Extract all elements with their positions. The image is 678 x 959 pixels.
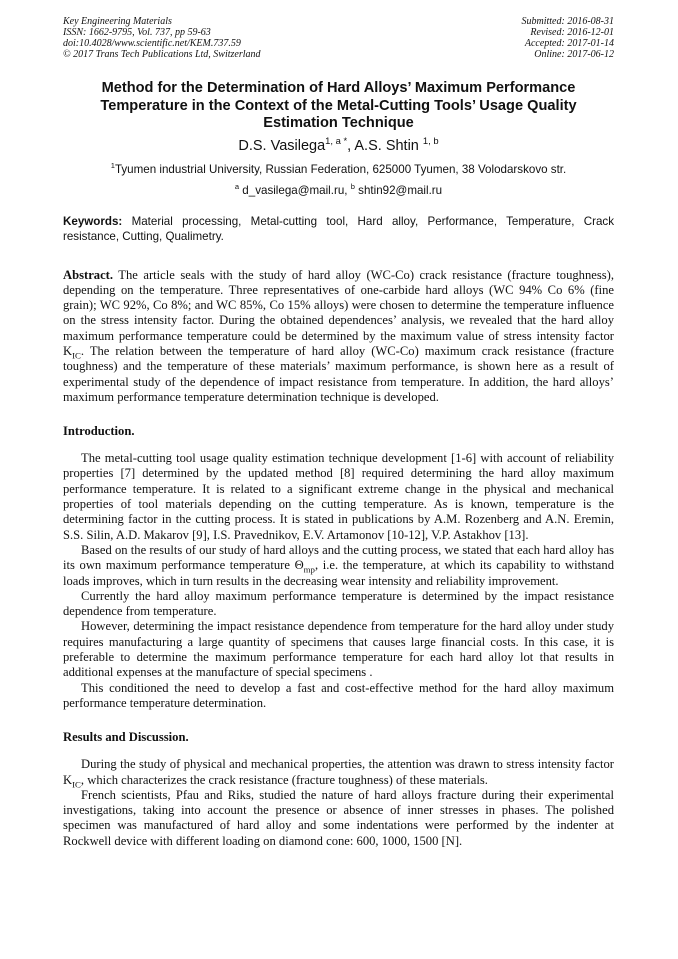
author-1-sup: 1, a * [325, 134, 348, 146]
email-a: d_vasilega@mail.ru, [239, 183, 351, 197]
introduction-heading: Introduction. [63, 424, 135, 439]
author-2-name: A.S. Shtin [354, 137, 423, 154]
results-heading: Results and Discussion. [63, 730, 189, 745]
online-date: Online: 2017-06-12 [534, 49, 614, 60]
intro-p2-b: , i.e. the temperature, at which its capability to withstand loads improves, which in turn results in the decreasing wear intensity and reliability improvement. [63, 558, 614, 588]
keywords [63, 214, 614, 245]
intro-paragraph-5: This conditioned the need to develop a fast and cost-effective method for the hard alloy maximum performance temperature determination. [63, 680, 614, 710]
keywords-label: Keywords: [63, 214, 123, 228]
author-1-name: D.S. Vasilega [238, 137, 326, 154]
abstract [63, 268, 614, 406]
abstract-sub: IC [72, 350, 81, 361]
affiliation-text: Tyumen industrial University, Russian Federation, 625000 Tyumen, 38 Volodarskovo str. [114, 162, 567, 176]
paper-title: Method for the Determination of Hard Alloys’ Maximum Performance Temperature in the Context of the Metal-Cutting Tools’ Usage Quality Estimation Technique [100, 80, 577, 131]
introduction-body [63, 451, 614, 711]
running-header [63, 16, 614, 60]
dates-info [522, 16, 615, 60]
affiliation [63, 162, 614, 177]
copyright: © 2017 Trans Tech Publications Ltd, Switzerland [63, 49, 261, 60]
intro-paragraph-2 [63, 543, 614, 589]
issn: ISSN: 1662-9795, Vol. 737, pp 59-63 [63, 27, 211, 38]
results-p1-b: , which characterizes the crack resistance (fracture toughness) of these materials. [80, 772, 488, 787]
results-body [63, 757, 614, 849]
results-p1-a: During the study of physical and mechanical properties, the attention was drawn to stress intensity factor K [63, 757, 614, 787]
submitted-date: Submitted: 2016-08-31 [521, 16, 614, 27]
abstract-text-2: . The relation between the temperature of hard alloy (WC-Co) maximum crack resistance (fracture toughness) and the temperature of these materials’ maximum performance, is shown here as a result of experimental study of the dependence of impact resistance from temperature. In addition, the hard alloys’ maximum performance temperature determination technique is developed. [63, 343, 614, 404]
intro-paragraph-3: Currently the hard alloy maximum performance temperature is determined by the impact resistance dependence from temperature. [63, 588, 614, 619]
results-p1-sub: IC [72, 779, 81, 790]
abstract-text-1: The article seals with the study of hard alloy (WC-Co) crack resistance (fracture toughness), depending on the temperature. Three representatives of one-carbide hard alloys (WC 94% Co 6% (fine grain); WC 92%, Co 8%; and WC 85%, Co 15% alloys) were chosen to determine the temperature influence on the stress intensity factor. During the obtained dependences’ analysis, we revealed that the hard alloy maximum performance temperature could be determined by the maximum value of stress intensity factor K [63, 267, 614, 358]
authors [63, 134, 614, 155]
intro-p2-sub: mp [303, 564, 315, 575]
author-separator: , [347, 137, 355, 154]
journal-name: Key Engineering Materials [63, 16, 172, 27]
results-paragraph-1 [63, 757, 614, 788]
doi: doi:10.4028/www.scientific.net/KEM.737.59 [63, 38, 241, 49]
revised-date: Revised: 2016-12-01 [530, 27, 614, 38]
intro-paragraph-1: The metal-cutting tool usage quality estimation technique development [1-6] with account of reliability properties [7] determined by the updated method [8] required determining the hard alloy maximum performance temperature. It is related to a significant extreme change in the physical and mechanical properties of tool materials depending on the cutting temperature. As is known, temperature is the determining factor in the cutting process. It is stated in publications by A.M. Rozenberg and A.N. Eremin, S.S. Silin, A.D. Makarov [9], I.S. Pravednikov, E.V. Artamonov [10-12], V.P. Astakhov [13]. [63, 451, 614, 542]
author-2-sup: 1, b [422, 134, 439, 146]
email-a-sup: a [234, 181, 240, 191]
results-paragraph-2: French scientists, Pfau and Riks, studied the nature of hard alloys fracture during their experimental investigations, taking into account the presence or absence of inner stresses in phases. The polished specimen was manufactured of hard alloy and some indentations were performed by the indenter at Rockwell device with different loading on diamond cone: 600, 1000, 1500 [N]. [63, 787, 614, 848]
keywords-text: Material processing, Metal-cutting tool, Hard alloy, Performance, Temperature, Crack resistance, Cutting, Qualimetry. [63, 214, 614, 243]
author-emails [63, 183, 614, 198]
journal-info [63, 16, 261, 60]
email-b-sup: b [350, 181, 355, 191]
intro-p2-a: Based on the results of our study of hard alloys and the cutting process, we stated that each hard alloy has its own maximum performance temperature Θ [63, 542, 614, 573]
accepted-date: Accepted: 2017-01-14 [524, 38, 614, 49]
affiliation-sup: 1 [110, 160, 115, 170]
paper-page [63, 16, 614, 849]
abstract-label: Abstract. [63, 267, 114, 282]
intro-paragraph-4: However, determining the impact resistance dependence from temperature for the hard alloy under study requires manufacturing a large quantity of specimens that causes large financial costs. In this case, it is preferable to determine the maximum performance temperature for each hard alloy lot that results in additional expenses at the manufacture of special specimens . [63, 619, 614, 680]
email-b: shtin92@mail.ru [354, 183, 443, 197]
